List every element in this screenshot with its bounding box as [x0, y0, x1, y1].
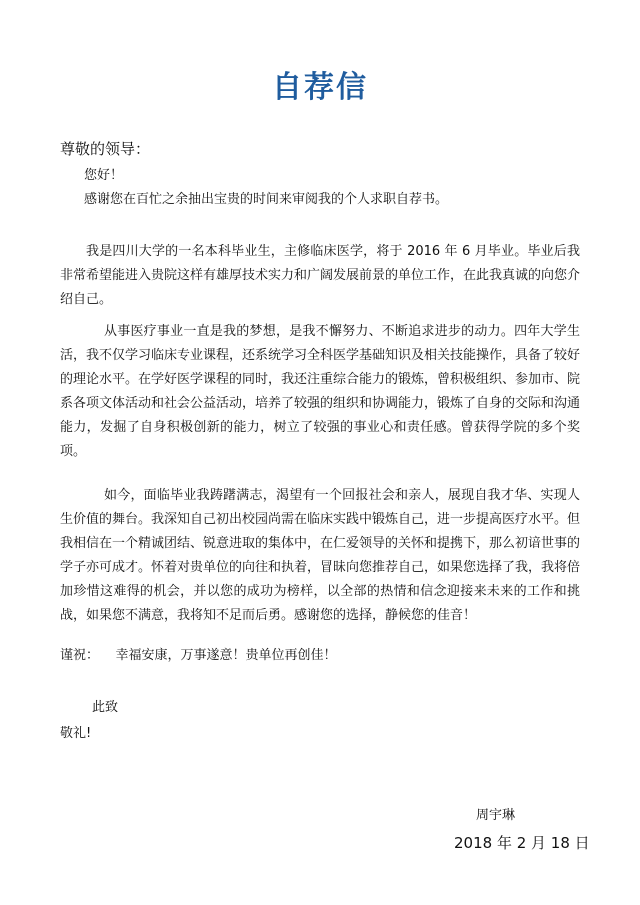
letter-date: 2018 年 2 月 18 日 — [454, 834, 590, 852]
intro-line: 感谢您在百忙之余抽出宝贵的时间来审阅我的个人求职自荐书。 — [84, 192, 449, 207]
signature-name: 周宇琳 — [476, 808, 516, 823]
paragraph-aspiration: 如今，面临毕业我踌躇满志，渴望有一个回报社会和亲人，展现自我才华、实现人生价值的舞台。我深知自己初出校园尚需在临床实践中锻炼自己，进一步提高医疗水平。但我相信在一个精诚团结、锐意进取的集体中，在仁爱领导的关怀和提携下，那么初谙世事的学子亦可成才。怀着对贵单位的向往和执着，冒昧向您推荐自己，如果您选择了我，我将倍加珍惜这难得的机会，并以您的成功为榜样，以全部的热情和信念迎接来未来的工作和挑战，如果您不满意，我将知不足而后勇。感谢您的选择，静候您的佳音！ — [60, 488, 581, 623]
wishes-line: 谨祝： 幸福安康，万事遂意！贵单位再创佳！ — [60, 648, 337, 663]
salutation: 尊敬的领导： — [60, 140, 151, 158]
closing-ci-zhi: 此致 — [92, 700, 119, 715]
greeting: 您好！ — [84, 168, 124, 183]
closing-jing-li: 敬礼! — [60, 726, 92, 741]
paragraph-experience: 从事医疗事业一直是我的梦想，是我不懈努力、不断追求进步的动力。四年大学生活，我不仅学习临床专业课程，还系统学习全科医学基础知识及相关技能操作，具备了较好的理论水平。在学好医学课程的同时，我还注重综合能力的锻炼，曾积极组织、参加市、院系各项文体活动和社会公益活动，培养了较强的组织和协调能力，锻炼了自身的交际和沟通能力，发掘了自身积极创新的能力，树立了较强的事业心和责任感。曾获得学院的多个奖项。 — [60, 324, 581, 459]
page-title: 自荐信 — [272, 70, 368, 105]
paragraph-education: 我是四川大学的一名本科毕业生，主修临床医学，将于 2016 年 6 月毕业。毕业后我非常希望能进入贵院这样有雄厚技术实力和广阔发展前景的单位工作，在此我真诚的向您介绍自己。 — [60, 244, 581, 307]
